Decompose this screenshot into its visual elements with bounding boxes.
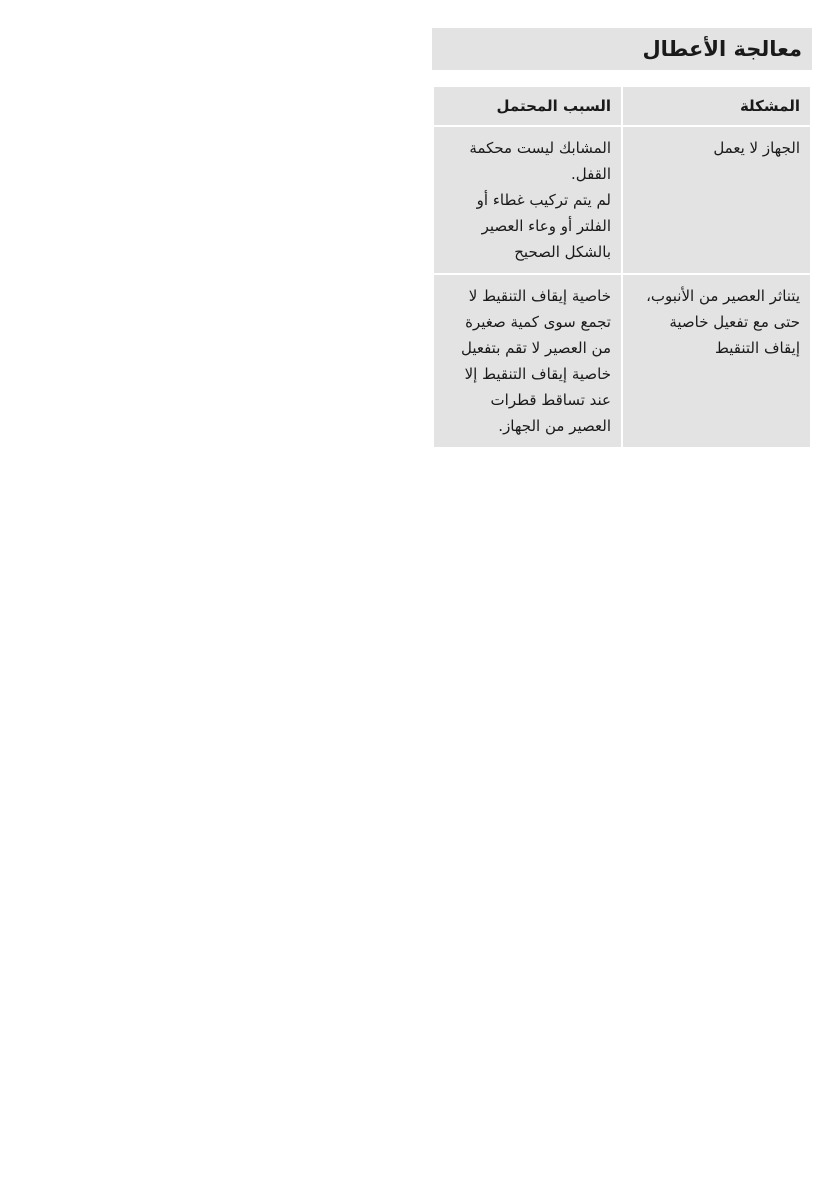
cause-cell bbox=[434, 275, 621, 447]
problem-cell bbox=[623, 275, 810, 447]
cause-line: من العصير لا تقم بتفعيل bbox=[460, 339, 611, 357]
cause-line: الفلتر أو وعاء العصير bbox=[481, 217, 611, 235]
cause-line: عند تساقط قطرات bbox=[490, 391, 611, 409]
cause-line: لم يتم تركيب غطاء أو bbox=[476, 191, 611, 209]
cause-line: خاصية إيقاف التنقيط لا bbox=[468, 287, 611, 305]
cause-line: بالشكل الصحيح bbox=[514, 243, 611, 261]
section-header bbox=[432, 28, 812, 70]
table-header-row bbox=[434, 87, 810, 125]
table-row bbox=[434, 127, 810, 273]
problem-line: يتناثر العصير من الأنبوب، bbox=[646, 287, 800, 305]
table-row bbox=[434, 275, 810, 447]
header-cause: السبب المحتمل bbox=[434, 87, 621, 125]
problem-line: حتى مع تفعيل خاصية bbox=[669, 313, 800, 331]
cause-line: العصير من الجهاز. bbox=[498, 417, 611, 435]
cause-line: خاصية إيقاف التنقيط إلا bbox=[464, 365, 611, 383]
cause-line: المشابك ليست محكمة bbox=[469, 139, 611, 157]
problem-line: إيقاف التنقيط bbox=[715, 339, 800, 357]
problem-line: الجهاز لا يعمل bbox=[713, 139, 800, 157]
section-title: معالجة الأعطال bbox=[642, 37, 802, 61]
problem-cell bbox=[623, 127, 810, 273]
cause-cell bbox=[434, 127, 621, 273]
header-problem: المشكلة bbox=[623, 87, 810, 125]
troubleshooting-table bbox=[432, 85, 812, 449]
cause-line: القفل. bbox=[570, 165, 611, 183]
cause-line: تجمع سوى كمية صغيرة bbox=[465, 313, 611, 331]
